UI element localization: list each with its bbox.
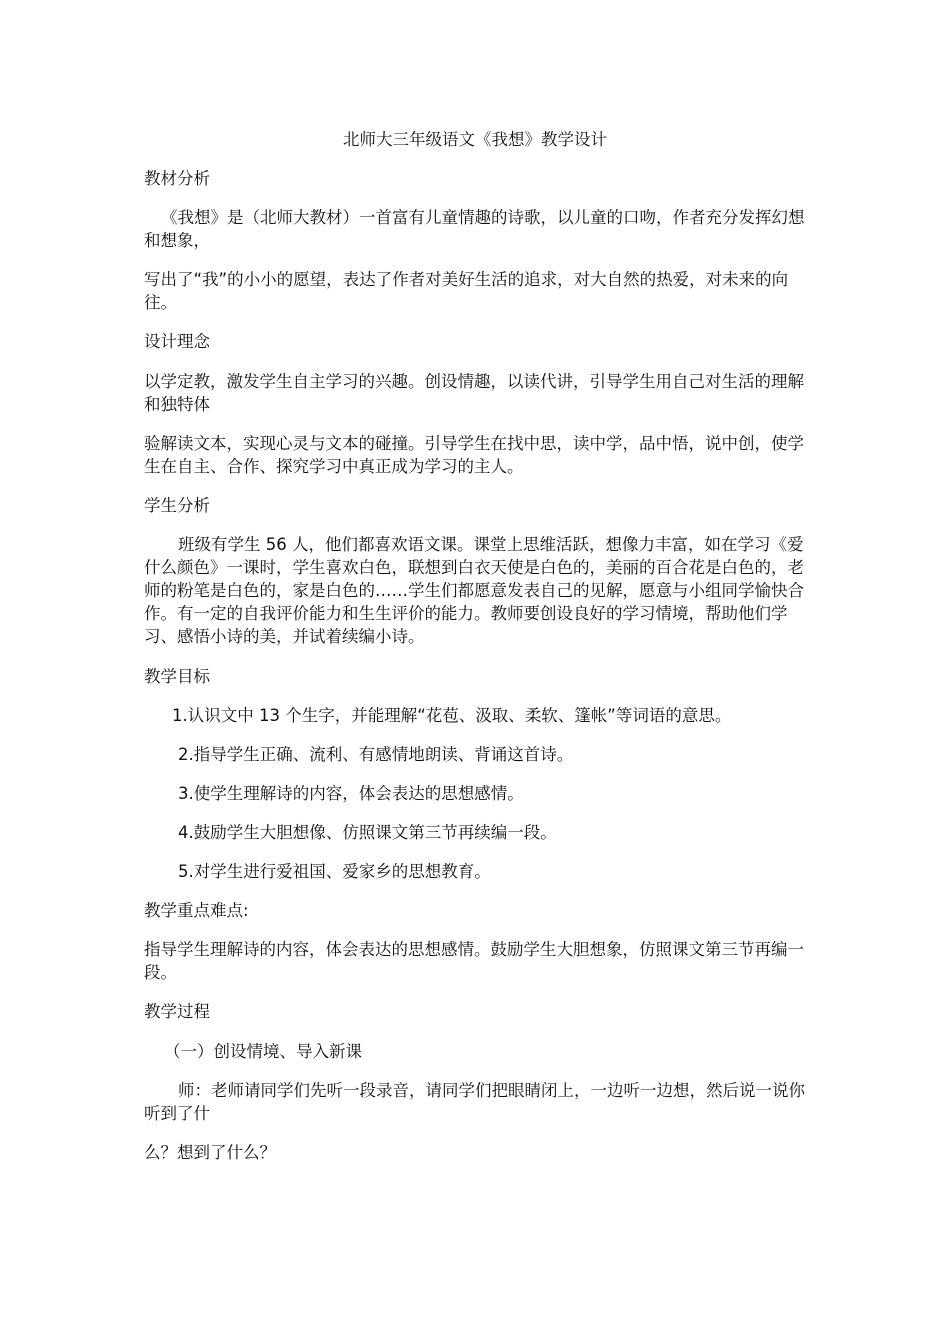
paragraph-process-1: 师：老师请同学们先听一段录音，请同学们把眼睛闭上，一边听一边想，然后说一说你听到了什 [144,1081,805,1123]
heading-teaching-process: 教学过程 [144,1002,210,1021]
paragraph-student-analysis: 班级有学生 56 人，他们都喜欢语文课。课堂上思维活跃，想像力丰富，如在学习《爱什么颜色》一课时，学生喜欢白色，联想到白衣天使是白色的，美丽的百合花是白色的，老师的粉笔是白色的，家是白色的……学生们都愿意发表自己的见解，愿意与小组同学愉快合作。有一定的自我评价能力和生生评价的能力。教师要创设良好的学习情境，帮助他们学习、感悟小诗的美，并试着续编小诗。 [144,535,804,646]
paragraph-key-difficulties: 指导学生理解诗的内容，体会表达的思想感情。鼓励学生大胆想象，仿照课文第三节再编一段。 [144,940,804,982]
paragraph-concept-1: 以学定教，激发学生自主学习的兴趣。创设情趣，以读代讲，引导学生用自己对生活的理解和独特体 [144,372,804,414]
paragraph-material-2: 写出了“我”的小小的愿望，表达了作者对美好生活的追求，对大自然的热爱，对未来的向往。 [144,270,789,312]
paragraph-material-1: 《我想》是（北师大教材）一首富有儿童情趣的诗歌，以儿童的口吻，作者充分发挥幻想和想象， [144,208,805,250]
heading-material-analysis: 教材分析 [144,169,210,188]
paragraph-concept-2: 验解读文本，实现心灵与文本的碰撞。引导学生在找中思，读中学，品中悟，说中创，使学生在自主、合作、探究学习中真正成为学习的主人。 [144,434,804,476]
heading-teaching-goals: 教学目标 [144,667,210,686]
heading-key-difficulties: 教学重点难点: [144,901,249,920]
process-subheading-1: （一）创设情境、导入新课 [164,1042,362,1061]
goal-item-5: 5.对学生进行爱祖国、爱家乡的思想教育。 [178,862,491,881]
goal-item-3: 3.使学生理解诗的内容，体会表达的思想感情。 [178,784,524,803]
paragraph-process-2: 么？想到了什么？ [144,1143,276,1162]
goal-item-4: 4.鼓励学生大胆想像、仿照课文第三节再续编一段。 [178,823,557,842]
document-title: 北师大三年级语文《我想》教学设计 [343,130,607,149]
goal-item-2: 2.指导学生正确、流利、有感情地朗读、背诵这首诗。 [178,745,574,764]
goal-item-1: 1.认识文中 13 个生字，并能理解“花苞、汲取、柔软、篷帐”等词语的意思。 [172,706,732,725]
heading-student-analysis: 学生分析 [144,496,210,515]
heading-design-concept: 设计理念 [144,332,210,351]
